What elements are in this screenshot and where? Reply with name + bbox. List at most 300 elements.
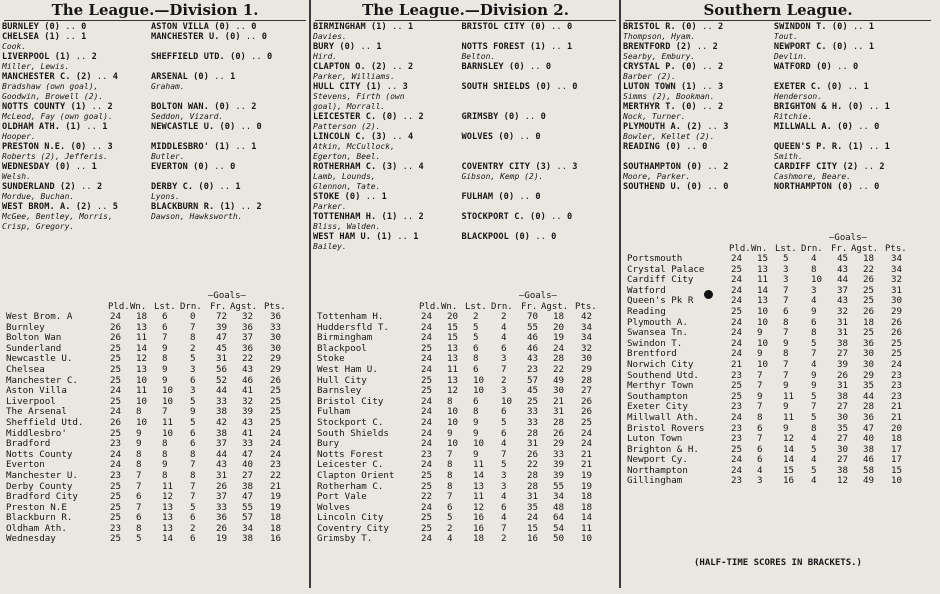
division1-table — [2, 290, 308, 545]
scorers-home: Atkin, McCullock, — [313, 142, 395, 151]
match-result — [2, 72, 308, 82]
home-side: LIVERPOOL (1) .. 2 — [2, 52, 97, 62]
stat-pld: 24 — [731, 348, 743, 360]
stat-agst: 18 — [863, 316, 875, 328]
scorers-line — [2, 132, 308, 142]
scorers-line — [2, 42, 308, 52]
stat-drn: 5 — [811, 464, 817, 476]
stat-lst: 8 — [783, 348, 789, 360]
stat-fr: 19 — [216, 533, 228, 545]
stat-wn: 11 — [136, 332, 148, 344]
scorers-line — [2, 112, 308, 122]
stat-fr: 30 — [837, 443, 849, 455]
column-header-agst: Agst. — [230, 302, 258, 312]
stat-pts: 18 — [270, 512, 282, 524]
table-row — [2, 365, 308, 376]
column-header-pts: Pts. — [575, 302, 597, 312]
stat-lst: 9 — [473, 427, 479, 439]
scorers-line — [2, 172, 308, 182]
home-side: ROTHERHAM C. (3) .. 4 — [313, 162, 424, 172]
stat-lst: 9 — [162, 342, 168, 354]
stat-pld: 25 — [110, 363, 122, 375]
away-side: ARSENAL (0) .. 1 — [150, 72, 236, 82]
match-result — [313, 42, 618, 52]
stat-agst: 41 — [242, 427, 254, 439]
stat-pld: 25 — [421, 385, 433, 397]
stat-lst: 18 — [473, 533, 485, 545]
team-name: Northampton — [627, 464, 688, 476]
stat-lst: 9 — [783, 422, 789, 434]
stat-wn: 8 — [757, 411, 763, 423]
scorers-line — [313, 182, 618, 192]
away-side: BRISTOL CITY (0) .. 0 — [461, 22, 573, 32]
column-header-drn: Drn. — [801, 244, 823, 254]
stat-fr: 37 — [837, 284, 849, 296]
column-header-pts: Pts. — [264, 302, 286, 312]
stat-lst: 7 — [783, 284, 789, 296]
home-team: LEICESTER C. (0) — [313, 112, 398, 122]
scorers-line — [623, 132, 933, 142]
stat-wn: 13 — [757, 263, 769, 275]
stat-fr: 31 — [837, 316, 849, 328]
stat-pld: 22 — [421, 491, 433, 503]
table-row — [2, 312, 308, 323]
southern-title: Southern League. — [703, 1, 853, 19]
stat-lst: 9 — [162, 374, 168, 386]
scorers-away — [457, 202, 618, 212]
stat-lst: 9 — [783, 380, 789, 392]
team-name: Preston N.E — [6, 501, 67, 513]
stat-lst: 11 — [162, 416, 174, 428]
stat-agst: 27 — [242, 469, 254, 481]
team-name: Wolves — [317, 501, 351, 513]
column-header-agst: Agst. — [541, 302, 569, 312]
stat-pts: 24 — [270, 427, 282, 439]
stat-agst: 25 — [863, 295, 875, 307]
away-score: 0 — [566, 212, 573, 222]
stat-pts: 19 — [270, 491, 282, 503]
stat-wn: 11 — [136, 385, 148, 397]
stat-agst: 49 — [553, 374, 565, 386]
scorers-away: Devlin. — [773, 52, 808, 61]
stat-fr: 45 — [837, 253, 849, 264]
title-rule — [4, 20, 306, 21]
stat-pts: 18 — [891, 433, 903, 445]
scorers-line — [623, 152, 933, 162]
away-side: NEWCASTLE U. (0) .. 0 — [150, 122, 262, 132]
home-side: NOTTS COUNTY (1) .. 2 — [2, 102, 113, 112]
stat-fr: 42 — [216, 416, 228, 428]
stat-agst: 40 — [242, 459, 254, 471]
stat-pts: 18 — [581, 501, 593, 513]
team-name: Everton — [6, 459, 45, 471]
home-side: PRESTON N.E. (0) .. 3 — [2, 142, 113, 152]
stat-agst: 49 — [863, 475, 875, 487]
table-row — [2, 450, 308, 461]
stat-pts: 30 — [581, 353, 593, 365]
stat-wn: 12 — [447, 385, 459, 397]
stat-agst: 38 — [242, 480, 254, 492]
stat-pts: 29 — [581, 363, 593, 375]
match-result — [2, 122, 308, 132]
team-name: Wednesday — [6, 533, 56, 545]
team-name: Leicester C. — [317, 459, 384, 471]
away-score: 0 — [261, 32, 268, 42]
stat-fr: 33 — [216, 395, 228, 407]
stat-fr: 28 — [527, 469, 539, 481]
stat-pts: 36 — [270, 311, 282, 322]
stat-wn: 13 — [757, 295, 769, 307]
match-result — [623, 162, 933, 172]
stat-drn: 7 — [190, 459, 196, 471]
stat-agst: 35 — [863, 380, 875, 392]
team-name: Sheffield Utd. — [6, 416, 84, 428]
home-team: NOTTS COUNTY (1) — [2, 102, 87, 112]
home-side: BRENTFORD (2) .. 2 — [623, 42, 718, 52]
home-team: TOTTENHAM H. (1) — [313, 212, 398, 222]
stat-pts: 20 — [891, 422, 903, 434]
stat-agst: 28 — [863, 401, 875, 413]
stat-lst: 2 — [473, 311, 479, 322]
stat-pts: 19 — [581, 480, 593, 492]
stat-pld: 23 — [731, 401, 743, 413]
team-name: Clapton Orient — [317, 469, 395, 481]
team-name: Aston Villa — [6, 385, 67, 397]
stat-wn: 14 — [757, 284, 769, 296]
stat-wn: 6 — [757, 422, 763, 434]
scorers-line — [2, 152, 308, 162]
stat-lst: 7 — [783, 327, 789, 339]
stat-agst: 41 — [242, 385, 254, 397]
stat-agst: 40 — [863, 433, 875, 445]
column-header-pld: Pld. — [729, 244, 751, 254]
stat-pts: 16 — [270, 533, 282, 545]
column-header-fr: Fr. — [210, 302, 227, 312]
away-score: 0 — [874, 182, 880, 192]
stat-lst: 10 — [473, 374, 485, 386]
scorers-away: Belton. — [461, 52, 496, 61]
stat-pts: 15 — [891, 464, 903, 476]
stat-drn: 5 — [501, 459, 507, 471]
team-name: Rotherham C. — [317, 480, 384, 492]
stat-pts: 26 — [891, 327, 903, 339]
team-name: Tottenham H. — [317, 311, 384, 322]
home-team: BURY (0) — [313, 42, 356, 52]
match-result — [2, 102, 308, 112]
stat-drn: 4 — [501, 332, 507, 344]
scorers-away: Graham. — [150, 82, 185, 91]
away-team: NEWPORT C. (0) — [773, 42, 848, 52]
stat-pts: 24 — [891, 358, 903, 370]
stat-pts: 23 — [891, 369, 903, 381]
home-score: 1 — [407, 22, 414, 32]
scorers-line — [2, 192, 308, 202]
column-header-wn: Wn. — [130, 302, 147, 312]
team-name: Gillingham — [627, 475, 683, 487]
stat-drn: 9 — [811, 369, 817, 381]
away-team: ARSENAL (0) — [150, 72, 209, 82]
away-score: 2 — [879, 162, 885, 172]
team-name: Exeter City — [627, 401, 688, 413]
home-side: LUTON TOWN (1) .. 3 — [623, 82, 724, 92]
stat-drn: 3 — [501, 385, 507, 397]
goals-header: —Goals— — [208, 291, 246, 301]
column-divider — [619, 0, 621, 588]
stat-lst: 10 — [162, 385, 174, 397]
match-result — [2, 32, 308, 42]
scorers-home: Stevens, Firth (own — [313, 92, 405, 101]
away-side: NOTTS FOREST (1) .. 1 — [461, 42, 573, 52]
team-name: Notts Forest — [317, 448, 384, 460]
team-name: Brentford — [627, 348, 677, 360]
stat-fr: 31 — [527, 491, 539, 503]
stat-fr: 12 — [837, 475, 849, 487]
stat-lst: 9 — [162, 363, 168, 375]
home-side: BURNLEY (0) .. 0 — [2, 22, 87, 32]
stat-fr: 45 — [216, 342, 228, 354]
stat-agst: 39 — [553, 469, 565, 481]
stat-pld: 23 — [110, 469, 122, 481]
team-name: Bradford — [6, 438, 51, 450]
home-team: HULL CITY (1) — [313, 82, 382, 92]
stat-agst: 46 — [863, 454, 875, 466]
stat-wn: 10 — [757, 316, 769, 328]
stat-lst: 14 — [783, 454, 795, 466]
away-score: 3 — [572, 162, 578, 172]
stat-pld: 25 — [421, 512, 433, 524]
away-score: 0 — [251, 22, 257, 32]
stat-pts: 34 — [581, 321, 593, 333]
match-result — [623, 62, 933, 72]
stat-fr: 70 — [527, 311, 539, 322]
away-side: NEWPORT C. (0) .. 1 — [773, 42, 875, 52]
stat-pts: 21 — [891, 401, 903, 413]
match-result — [2, 182, 308, 192]
home-team: LIVERPOOL (1) — [2, 52, 71, 62]
stat-pld: 23 — [110, 522, 122, 534]
stat-lst: 5 — [783, 253, 789, 264]
southern-table — [623, 232, 933, 487]
scorers-away: Seddon, Vizard. — [150, 112, 224, 121]
stat-wn: 10 — [757, 305, 769, 317]
stat-agst: 22 — [553, 363, 565, 375]
away-score: 0 — [572, 82, 578, 92]
stat-wn: 14 — [136, 342, 148, 354]
stat-pts: 25 — [270, 385, 282, 397]
home-score: 0 — [702, 142, 708, 152]
stat-wn: 4 — [447, 533, 453, 545]
away-side: EXETER C. (0) .. 1 — [773, 82, 869, 92]
stat-fr: 24 — [527, 512, 539, 524]
home-side: BIRMINGHAM (1) .. 1 — [313, 22, 414, 32]
stat-agst: 36 — [242, 342, 254, 354]
stat-lst: 9 — [473, 416, 479, 428]
home-score: 3 — [717, 82, 724, 92]
stat-wn: 9 — [757, 327, 763, 339]
stat-lst: 11 — [162, 480, 174, 492]
away-team: SOUTH SHIELDS (0) — [461, 82, 552, 92]
stat-pts: 34 — [891, 263, 903, 275]
stat-drn: 9 — [190, 406, 196, 418]
stat-drn: 5 — [811, 443, 817, 455]
stat-fr: 38 — [837, 337, 849, 349]
home-side: PLYMOUTH A. (2) .. 3 — [623, 122, 729, 132]
stat-pld: 23 — [731, 422, 743, 434]
stat-pld: 24 — [421, 395, 433, 407]
home-team: LINCOLN C. (3) — [313, 132, 387, 142]
scorers-line — [2, 222, 308, 232]
stat-pld: 25 — [110, 342, 122, 354]
scorers-home: Moore, Parker. — [623, 172, 691, 181]
stat-pts: 21 — [270, 480, 282, 492]
home-score: 2 — [712, 42, 718, 52]
away-score: 0 — [535, 132, 541, 142]
stat-wn: 8 — [447, 469, 453, 481]
stat-drn: 8 — [811, 327, 817, 339]
stat-fr: 33 — [527, 416, 539, 428]
stat-pld: 24 — [731, 284, 743, 296]
team-name: Stoke — [317, 353, 345, 365]
stat-pts: 33 — [270, 321, 282, 333]
scorers-home: Miller, Lewis. — [2, 62, 70, 71]
stat-pld: 23 — [731, 369, 743, 381]
home-score: 2 — [407, 62, 414, 72]
away-score: 0 — [256, 122, 262, 132]
stat-agst: 24 — [553, 342, 565, 354]
stat-pts: 24 — [581, 438, 593, 450]
stat-pld: 25 — [731, 305, 743, 317]
stat-pts: 10 — [581, 533, 593, 545]
stat-lst: 8 — [162, 448, 168, 460]
stat-drn: 7 — [811, 348, 817, 360]
away-score: 1 — [884, 102, 890, 112]
away-score: 1 — [566, 42, 573, 52]
home-score: 3 — [107, 142, 113, 152]
stat-wn: 8 — [136, 522, 142, 534]
stat-pts: 32 — [581, 342, 593, 354]
away-score: 0 — [535, 192, 541, 202]
stat-fr: 30 — [837, 411, 849, 423]
away-team: GRIMSBY (0) — [461, 112, 520, 122]
team-name: Liverpool — [6, 395, 56, 407]
table-row — [623, 413, 933, 424]
scorers-line — [313, 142, 618, 152]
away-side: STOCKPORT C. (0) .. 0 — [461, 212, 573, 222]
stat-drn: 0 — [190, 311, 196, 322]
stat-drn: 5 — [501, 416, 507, 428]
scorers-home: Goodwin, Browell (2). — [2, 92, 104, 101]
stat-lst: 8 — [473, 353, 479, 365]
stat-lst: 14 — [473, 469, 485, 481]
stat-pld: 25 — [731, 390, 743, 402]
stat-fr: 23 — [527, 363, 539, 375]
stat-fr: 22 — [527, 459, 539, 471]
stat-agst: 28 — [553, 353, 565, 365]
stat-fr: 38 — [837, 390, 849, 402]
stat-fr: 56 — [216, 363, 228, 375]
team-name: Bury — [317, 438, 340, 450]
home-score: 4 — [112, 72, 119, 82]
team-name: Norwich City — [627, 358, 694, 370]
home-score: 0 — [81, 22, 87, 32]
stat-lst: 10 — [162, 395, 174, 407]
stat-pts: 25 — [581, 416, 593, 428]
away-side: WOLVES (0) .. 0 — [461, 132, 541, 142]
team-name: Bristol City — [317, 395, 384, 407]
stat-fr: 27 — [837, 401, 849, 413]
stat-drn: 10 — [501, 395, 513, 407]
scorers-home: Bowler, Kellet (2). — [623, 132, 715, 141]
away-team: BLACKPOOL (0) — [461, 232, 531, 242]
away-side: BOLTON WAN. (0) .. 2 — [150, 102, 257, 112]
stat-pts: 21 — [581, 459, 593, 471]
home-side: LEICESTER C. (0) .. 2 — [313, 112, 424, 122]
stat-lst: 16 — [473, 522, 485, 534]
stat-agst: 55 — [553, 480, 565, 492]
stat-drn: 7 — [501, 448, 507, 460]
stat-agst: 36 — [863, 411, 875, 423]
scorers-home: Davies. — [313, 32, 347, 41]
away-side: COVENTRY CITY (3) .. 3 — [461, 162, 578, 172]
away-score: 1 — [868, 42, 875, 52]
home-team: ROTHERHAM C. (3) — [313, 162, 398, 172]
stat-fr: 45 — [527, 385, 539, 397]
division2-table-header — [313, 290, 618, 312]
scorers-away: Henderson. — [773, 92, 823, 101]
stat-fr: 15 — [527, 522, 539, 534]
home-score: 3 — [723, 122, 729, 132]
away-score: 0 — [545, 62, 552, 72]
team-name: Stockport C. — [317, 416, 384, 428]
stat-lst: 10 — [473, 385, 485, 397]
home-side: CLAPTON O. (2) .. 2 — [313, 62, 414, 72]
scorers-line — [623, 172, 933, 182]
stat-pld: 26 — [110, 321, 122, 333]
stat-pld: 24 — [421, 533, 433, 545]
home-team: SOUTHAMPTON (0) — [623, 162, 703, 172]
scorers-line — [313, 202, 618, 212]
stat-drn: 5 — [190, 353, 196, 365]
stat-wn: 15 — [447, 321, 459, 333]
stat-fr: 38 — [216, 406, 228, 418]
stat-wn: 11 — [447, 363, 459, 375]
stat-lst: 7 — [783, 295, 789, 307]
stat-agst: 29 — [553, 438, 565, 450]
stat-pts: 19 — [581, 469, 593, 481]
stat-pld: 24 — [731, 295, 743, 307]
home-team: BIRMINGHAM (1) — [313, 22, 387, 32]
away-score: 0 — [853, 62, 859, 72]
stat-lst: 7 — [783, 358, 789, 370]
away-team: MIDDLESBRO' (1) — [150, 142, 231, 152]
stat-pts: 21 — [891, 411, 903, 423]
scorers-home: Parker. — [313, 202, 347, 211]
scorers-home: Mordue, Buchan. — [2, 192, 75, 201]
table-row — [313, 471, 618, 482]
away-side: SWINDON T. (0) .. 1 — [773, 22, 875, 32]
stat-drn: 3 — [190, 363, 196, 375]
stat-pts: 29 — [270, 363, 282, 375]
scorers-away — [457, 142, 618, 152]
stat-wn: 20 — [447, 311, 459, 322]
stat-agst: 33 — [242, 438, 254, 450]
table-row — [2, 471, 308, 482]
home-score: 2 — [107, 102, 113, 112]
stat-wn: 9 — [136, 427, 142, 439]
home-score: 0 — [723, 182, 729, 192]
stat-agst: 22 — [242, 353, 254, 365]
away-team: MANCHESTER U. (0) — [150, 32, 241, 42]
